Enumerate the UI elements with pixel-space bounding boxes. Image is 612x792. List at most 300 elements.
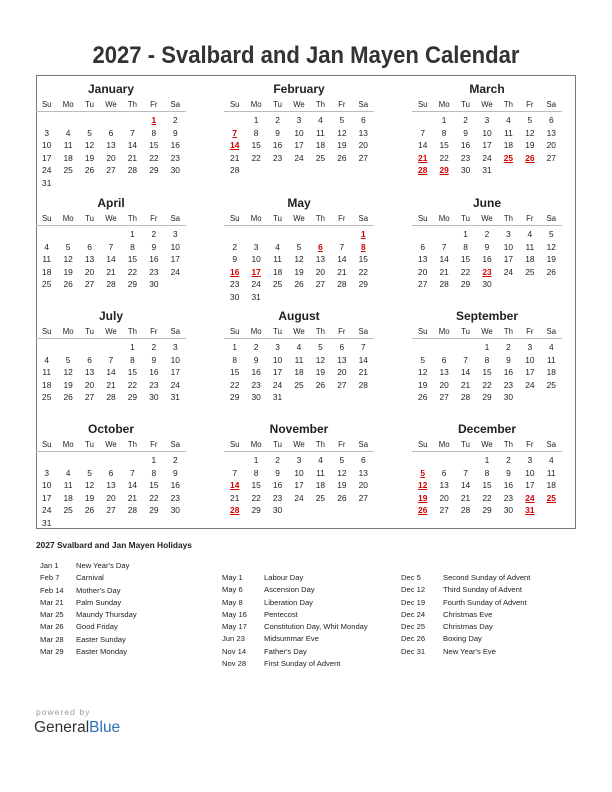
month-september (412, 309, 562, 404)
day-cell: 19 (546, 254, 556, 265)
day-cell: 12 (337, 467, 347, 478)
day-cell: 14 (127, 140, 138, 151)
day-cell: 30 (272, 505, 283, 516)
day-cell: 15 (251, 140, 261, 151)
day-cell: 21 (460, 379, 471, 390)
day-cell: 3 (527, 342, 533, 352)
holiday-day-cell: 26 (418, 505, 428, 516)
day-cell: 27 (358, 492, 368, 503)
day-cell: 27 (315, 279, 326, 290)
holiday-column (401, 572, 530, 658)
day-cell: 27 (546, 152, 556, 163)
day-cell: 22 (439, 152, 449, 163)
day-cell: 21 (230, 152, 240, 163)
day-cell: 17 (42, 492, 52, 503)
empty-cell (36, 341, 57, 354)
day-cell: 19 (525, 140, 535, 151)
day-cell: 26 (418, 392, 428, 403)
holiday-day-cell: 23 (482, 266, 492, 277)
holiday-day-cell: 1 (151, 115, 157, 125)
day-cell: 8 (151, 127, 157, 138)
empty-cell (310, 228, 331, 241)
day-cell: 18 (315, 480, 326, 491)
weekday-label: Su (417, 327, 428, 336)
holiday-column (222, 572, 368, 670)
day-cell: 4 (275, 241, 280, 252)
day-cell: 8 (151, 467, 157, 478)
month-august (224, 309, 374, 404)
day-cell: 9 (463, 127, 468, 138)
holiday-date: Dec 26 (401, 634, 426, 644)
day-cell: 11 (63, 480, 73, 491)
holiday-name: First Sunday of Advent (264, 659, 341, 669)
day-cell: 18 (546, 480, 556, 491)
day-cell: 11 (504, 127, 513, 138)
holiday-row (40, 634, 137, 646)
holiday-date: May 8 (222, 597, 243, 607)
day-cell: 23 (149, 379, 159, 390)
day-cell: 13 (315, 254, 326, 265)
day-cell: 16 (149, 254, 159, 265)
empty-cell (224, 454, 245, 467)
holiday-day-cell: 24 (525, 492, 535, 503)
weekday-label: We (293, 440, 305, 449)
day-cell: 27 (106, 505, 116, 516)
month-may (224, 196, 374, 304)
weekday-label: We (293, 327, 305, 336)
weekday-label: We (293, 214, 305, 223)
day-grid (412, 228, 562, 291)
weekday-label: We (481, 100, 493, 109)
weekday-label: Th (315, 214, 325, 223)
day-cell: 10 (42, 480, 52, 491)
day-cell: 23 (170, 152, 180, 163)
day-grid (36, 228, 186, 291)
weekday-label: Th (315, 327, 325, 336)
day-cell: 4 (318, 115, 323, 125)
day-cell: 25 (63, 505, 73, 516)
day-cell: 10 (170, 354, 180, 365)
day-cell: 15 (149, 480, 159, 491)
weekday-label: Su (417, 214, 428, 223)
day-cell: 10 (482, 127, 492, 138)
day-cell: 29 (149, 505, 159, 516)
day-cell: 23 (272, 152, 283, 163)
day-cell: 1 (232, 342, 238, 352)
day-cell: 3 (484, 115, 490, 125)
day-grid (224, 341, 374, 404)
day-cell: 9 (172, 467, 178, 478)
holiday-name: Maundy Thursday (76, 610, 137, 620)
month-title: June (472, 196, 501, 210)
day-cell: 3 (296, 455, 302, 465)
day-cell: 21 (358, 367, 368, 378)
day-cell: 15 (127, 367, 138, 378)
day-cell: 22 (149, 492, 159, 503)
day-cell: 25 (42, 392, 52, 403)
weekday-label: Sa (546, 440, 557, 449)
empty-cell (455, 454, 476, 467)
empty-cell (288, 228, 309, 241)
day-cell: 28 (337, 279, 347, 290)
day-cell: 22 (251, 492, 261, 503)
empty-cell (224, 228, 245, 241)
holiday-name: Carnival (76, 573, 104, 583)
day-cell: 3 (172, 342, 178, 352)
day-cell: 18 (525, 254, 535, 265)
holiday-name: Palm Sunday (76, 597, 122, 607)
empty-cell (433, 228, 454, 241)
month-june (412, 196, 562, 291)
empty-cell (79, 228, 100, 241)
empty-cell (79, 114, 100, 127)
empty-cell (57, 341, 78, 354)
weekday-label: Th (127, 440, 137, 449)
day-cell: 6 (360, 115, 366, 125)
weekday-label: Th (127, 327, 137, 336)
day-cell: 20 (106, 152, 116, 163)
weekday-label: We (105, 440, 117, 449)
holiday-day-cell: 17 (251, 266, 261, 277)
holiday-name: Easter Sunday (76, 634, 126, 644)
holiday-day-cell: 19 (418, 492, 428, 503)
month-title: October (87, 422, 134, 436)
holiday-name: Easter Monday (76, 647, 128, 657)
day-cell: 10 (170, 241, 180, 252)
empty-cell (57, 454, 78, 467)
day-cell: 27 (439, 392, 449, 403)
empty-cell (79, 454, 100, 467)
day-cell: 7 (130, 127, 135, 138)
day-cell: 29 (127, 279, 138, 290)
day-cell: 28 (460, 392, 471, 403)
weekday-label: Fr (338, 100, 346, 109)
day-cell: 8 (441, 127, 447, 138)
day-cell: 30 (482, 279, 492, 290)
day-cell: 26 (546, 266, 556, 277)
weekday-label: Mo (62, 214, 74, 223)
weekday-label: We (481, 327, 493, 336)
holiday-row (40, 646, 137, 658)
day-cell: 26 (63, 392, 73, 403)
day-cell: 27 (84, 392, 95, 403)
day-cell: 2 (506, 342, 511, 352)
day-cell: 29 (482, 392, 492, 403)
day-cell: 11 (294, 354, 304, 365)
day-cell: 3 (44, 467, 50, 478)
day-cell: 8 (484, 354, 490, 365)
day-cell: 13 (84, 254, 95, 265)
day-cell: 21 (127, 492, 138, 503)
day-cell: 15 (230, 367, 240, 378)
powered-by-label: powered by (36, 707, 91, 717)
weekday-label: Su (417, 100, 428, 109)
holiday-row (401, 633, 530, 645)
day-cell: 1 (130, 342, 135, 352)
generalblue-logo[interactable] (34, 719, 120, 737)
day-cell: 28 (439, 279, 449, 290)
empty-cell (412, 454, 433, 467)
day-cell: 7 (232, 467, 238, 478)
day-cell: 8 (130, 241, 135, 252)
day-grid (224, 228, 374, 304)
holiday-date: Dec 24 (401, 609, 426, 619)
day-cell: 31 (170, 392, 180, 403)
day-cell: 1 (151, 455, 157, 465)
day-cell: 19 (337, 480, 347, 491)
day-cell: 21 (106, 379, 116, 390)
holiday-row (40, 585, 137, 597)
empty-cell (100, 454, 121, 467)
day-cell: 20 (337, 367, 347, 378)
day-cell: 29 (358, 279, 368, 290)
day-cell: 6 (441, 354, 447, 365)
day-cell: 14 (358, 354, 368, 365)
day-cell: 9 (151, 241, 157, 252)
holiday-date: Dec 5 (401, 573, 421, 582)
weekday-label: We (293, 100, 305, 109)
day-cell: 19 (84, 152, 95, 163)
day-cell: 6 (339, 342, 345, 352)
month-title: April (97, 196, 125, 210)
day-cell: 12 (63, 367, 73, 378)
day-cell: 25 (272, 279, 283, 290)
day-cell: 31 (42, 517, 52, 528)
weekday-label: Su (229, 440, 240, 449)
day-cell: 18 (42, 379, 52, 390)
day-cell: 18 (294, 367, 304, 378)
weekday-label: Su (417, 440, 428, 449)
day-cell: 24 (42, 505, 52, 516)
day-cell: 2 (151, 342, 157, 352)
day-cell: 9 (232, 254, 238, 265)
day-cell: 20 (546, 140, 556, 151)
empty-cell (245, 228, 266, 241)
day-cell: 12 (315, 354, 326, 365)
day-cell: 7 (360, 342, 366, 352)
day-cell: 27 (337, 379, 347, 390)
day-cell: 23 (460, 152, 471, 163)
day-cell: 22 (230, 379, 240, 390)
day-cell: 11 (42, 367, 52, 378)
day-cell: 11 (273, 254, 282, 265)
empty-cell (36, 114, 57, 127)
weekday-label: Mo (250, 100, 262, 109)
day-cell: 27 (84, 279, 95, 290)
day-cell: 27 (439, 505, 449, 516)
day-cell: 18 (42, 266, 52, 277)
day-cell: 17 (503, 254, 514, 265)
month-march (412, 82, 562, 177)
holiday-name: Midsummar Eve (264, 634, 319, 644)
day-cell: 5 (339, 115, 345, 125)
day-cell: 7 (441, 241, 447, 252)
empty-cell (122, 114, 143, 127)
day-cell: 27 (358, 152, 368, 163)
day-cell: 5 (87, 467, 92, 478)
day-cell: 11 (316, 127, 325, 138)
day-cell: 17 (294, 480, 304, 491)
day-cell: 8 (232, 354, 238, 365)
day-cell: 25 (315, 152, 326, 163)
weekday-label: Sa (358, 100, 369, 109)
day-cell: 4 (527, 229, 533, 239)
day-cell: 15 (482, 480, 492, 491)
holiday-date: May 1 (222, 573, 243, 582)
day-cell: 24 (272, 379, 283, 390)
day-cell: 10 (503, 241, 514, 252)
weekday-header (36, 211, 186, 226)
empty-cell (36, 228, 57, 241)
day-cell: 2 (151, 229, 157, 239)
day-cell: 23 (503, 379, 514, 390)
weekday-label: Su (229, 214, 240, 223)
weekday-label: We (481, 214, 493, 223)
empty-cell (36, 454, 57, 467)
weekday-header (412, 211, 562, 226)
weekday-label: We (481, 440, 493, 449)
day-cell: 29 (482, 505, 492, 516)
day-cell: 26 (337, 152, 347, 163)
day-cell: 24 (294, 152, 304, 163)
day-cell: 28 (106, 392, 116, 403)
empty-cell (100, 341, 121, 354)
day-grid (36, 114, 186, 190)
day-cell: 26 (63, 279, 73, 290)
holiday-date: Feb 7 (40, 573, 60, 583)
day-cell: 8 (253, 467, 259, 478)
weekday-label: Sa (546, 100, 557, 109)
holiday-day-cell: 8 (360, 241, 366, 252)
weekday-label: Th (127, 100, 137, 109)
holiday-date: Mar 21 (40, 597, 64, 607)
holiday-date: May 6 (222, 585, 243, 595)
holiday-name: Boxing Day (443, 634, 482, 644)
empty-cell (433, 454, 454, 467)
holiday-name: Good Friday (76, 622, 118, 632)
holiday-date: May 16 (222, 609, 247, 619)
day-cell: 14 (127, 480, 138, 491)
holiday-name: Labour Day (264, 573, 304, 582)
day-cell: 26 (337, 492, 347, 503)
holiday-date: Dec 25 (401, 622, 426, 632)
holiday-name: Ascension Day (264, 585, 315, 595)
weekday-label: Fr (526, 214, 534, 223)
day-cell: 13 (84, 367, 95, 378)
day-cell: 15 (127, 254, 138, 265)
holiday-day-cell: 21 (418, 152, 428, 163)
holiday-day-cell: 16 (230, 266, 240, 277)
holiday-column (40, 560, 137, 658)
day-cell: 18 (63, 152, 73, 163)
day-cell: 24 (170, 266, 180, 277)
day-cell: 11 (546, 354, 556, 365)
weekday-label: Th (315, 440, 325, 449)
weekday-header (224, 324, 374, 339)
holiday-row (40, 560, 137, 572)
day-cell: 2 (463, 115, 468, 125)
holiday-date: Mar 26 (40, 622, 64, 632)
day-cell: 23 (149, 266, 159, 277)
month-title: December (457, 422, 517, 436)
day-cell: 4 (65, 127, 71, 138)
empty-cell (100, 114, 121, 127)
holiday-name: Liberation Day (264, 597, 313, 607)
day-cell: 12 (418, 367, 428, 378)
day-cell: 11 (63, 140, 73, 151)
weekday-label: Su (229, 327, 240, 336)
empty-cell (57, 114, 78, 127)
day-cell: 28 (127, 505, 138, 516)
holiday-name: New Year's Eve (443, 646, 496, 656)
day-cell: 9 (484, 241, 490, 252)
day-cell: 23 (251, 379, 261, 390)
day-cell: 30 (230, 291, 240, 302)
day-cell: 8 (484, 467, 490, 478)
day-cell: 23 (272, 492, 283, 503)
day-cell: 19 (294, 266, 304, 277)
day-cell: 29 (127, 392, 138, 403)
holiday-row (401, 572, 530, 584)
holiday-row (40, 609, 137, 621)
day-cell: 17 (525, 480, 535, 491)
day-cell: 6 (548, 115, 554, 125)
day-cell: 15 (482, 367, 492, 378)
day-cell: 16 (170, 480, 180, 491)
month-november (224, 422, 374, 517)
day-cell: 3 (44, 127, 50, 138)
day-cell: 17 (272, 367, 283, 378)
holidays-heading: 2027 Svalbard and Jan Mayen Holidays (36, 540, 192, 550)
day-cell: 2 (253, 342, 259, 352)
holiday-name: Second Sunday of Advent (443, 573, 531, 582)
empty-cell (412, 114, 433, 127)
day-cell: 15 (460, 254, 471, 265)
weekday-label: Su (229, 100, 240, 109)
day-grid (412, 114, 562, 177)
holiday-date: Feb 14 (40, 585, 64, 595)
day-cell: 21 (127, 152, 138, 163)
weekday-label: Mo (438, 440, 450, 449)
day-cell: 18 (315, 140, 326, 151)
day-cell: 9 (275, 127, 280, 138)
day-cell: 4 (65, 467, 71, 478)
day-cell: 5 (318, 342, 323, 352)
day-cell: 10 (251, 254, 261, 265)
weekday-label: Sa (358, 440, 369, 449)
day-cell: 7 (130, 467, 135, 478)
day-cell: 3 (506, 229, 511, 239)
month-title: February (273, 82, 325, 96)
day-cell: 17 (170, 367, 180, 378)
day-cell: 1 (484, 342, 490, 352)
day-cell: 24 (42, 165, 52, 176)
day-cell: 14 (337, 254, 347, 265)
holiday-day-cell: 25 (546, 492, 556, 503)
day-cell: 19 (63, 379, 73, 390)
weekday-label: Th (127, 214, 137, 223)
weekday-header (412, 97, 562, 112)
day-cell: 10 (294, 127, 304, 138)
day-cell: 16 (503, 367, 514, 378)
weekday-label: Tu (85, 440, 94, 449)
day-cell: 16 (149, 367, 159, 378)
day-cell: 28 (460, 505, 471, 516)
weekday-label: Sa (170, 214, 181, 223)
weekday-label: Su (41, 327, 52, 336)
day-cell: 4 (506, 115, 511, 125)
holiday-day-cell: 14 (230, 140, 240, 151)
